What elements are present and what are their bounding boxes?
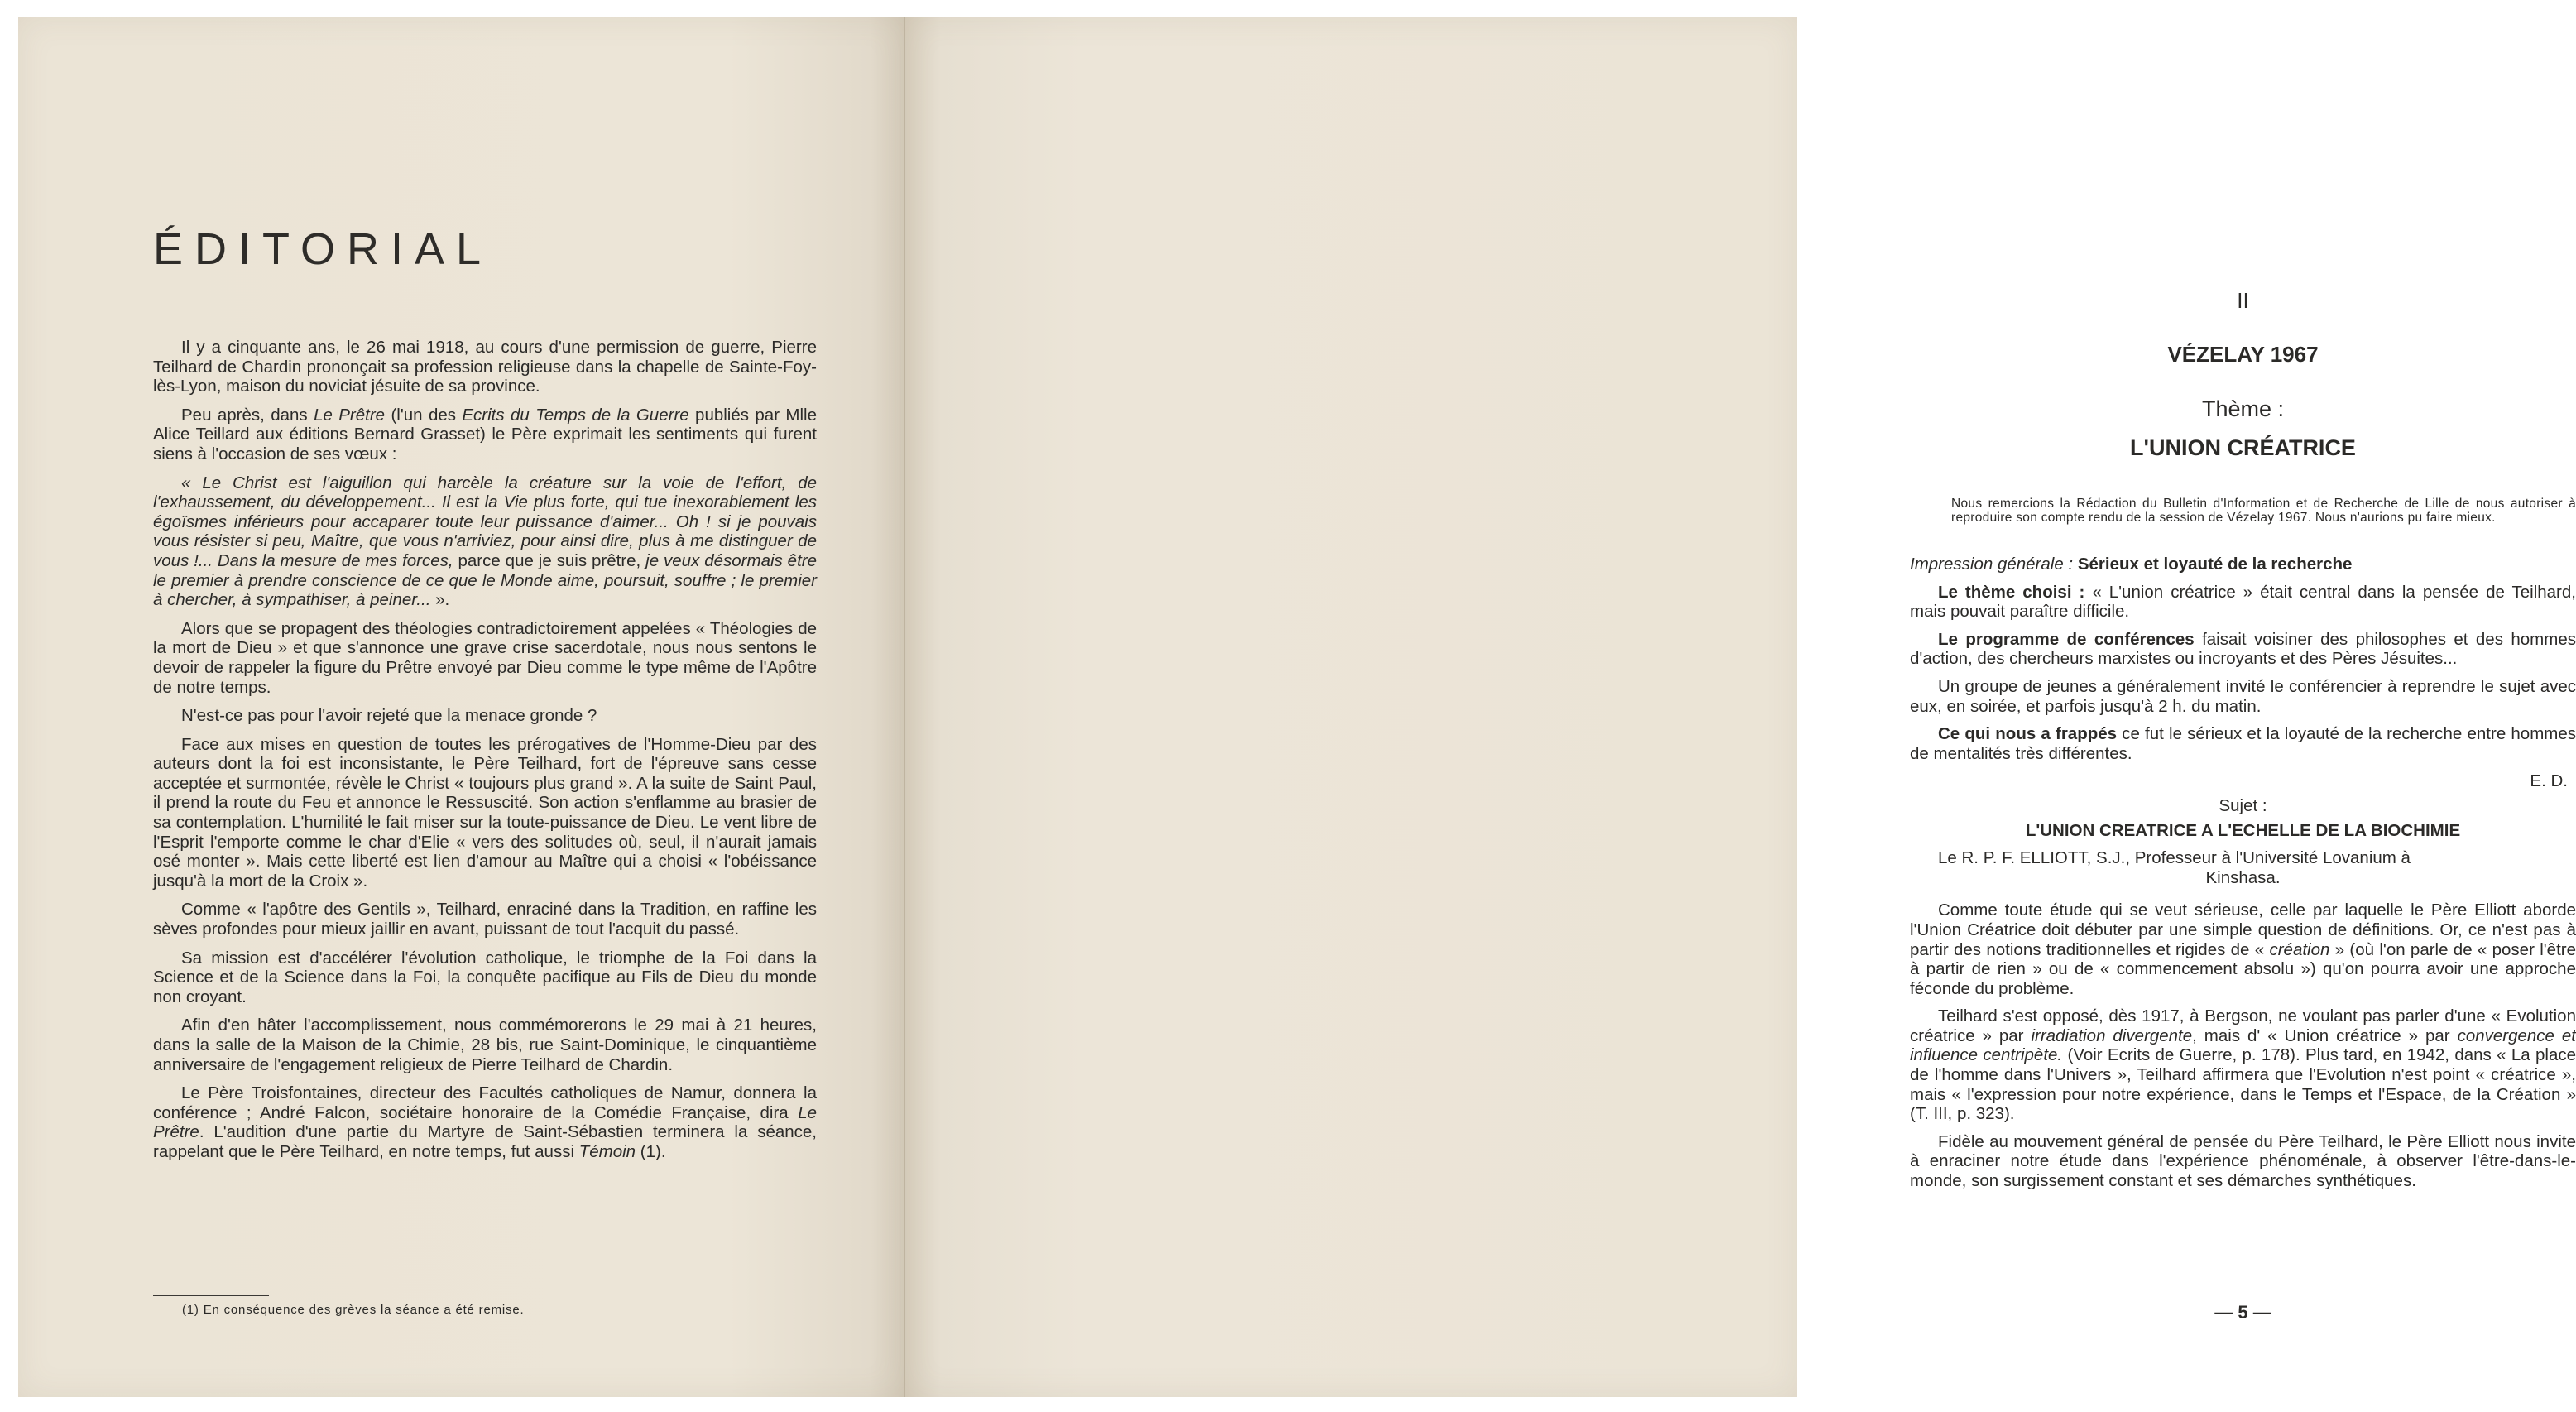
footnote: (1) En conséquence des grèves la séance a été remise.	[182, 1303, 525, 1317]
italic-text: « Le Christ est l'aiguillon qui harcèle la créature sur la voie de l'effort, de l'exhaussement, du développement... Il est la Vie plus forte, qui tue inexorablement les égoïsmes inférieurs pour accaparer toute leur puissance d'aimer... Oh ! si je pouvais vous résister si peu, Maître, que vous n'arriviez, pour ainsi dire, plus à me distinguer de vous !... Dans la mesure de mes forces,	[153, 473, 817, 570]
editorial-paragraph	[153, 706, 817, 726]
subject-label: Sujet :	[2219, 795, 2267, 815]
section-number: II	[2237, 288, 2249, 313]
text-run: Sa mission est d'accélérer l'évolution catholique, le triomphe de la Foi dans la Science et de la Science dans la Foi, la conquête pacifique au Fils de Dieu du monde non croyant.	[153, 948, 817, 1006]
text-run: publiés par Mlle Alice Teillard aux éditions Bernard Grasset) le Père exprimait les sentiments qui furent siens à l'occasion de ses vœux :	[153, 405, 817, 463]
left-page	[18, 17, 905, 1397]
text-run: Alors que se propagent des théologies contradictoirement appelées « Théologies de la mort de Dieu » et que s'annonce une grave crise sacerdotale, nous nous sentons le devoir de rappeler la figure du Prêtre envoyé par Dieu comme le type même de l'Apôtre de notre temps.	[153, 618, 817, 697]
text-run: Afin d'en hâter l'accomplissement, nous commémorerons le 29 mai à 21 heures, dans la salle de la Maison de la Chimie, 28 bis, rue Saint-Dominique, le cinquantième anniversaire de l'engagement religieux de Pierre Teilhard de Chardin.	[153, 1016, 817, 1074]
impressed-paragraph	[1910, 724, 2576, 763]
event-title: VÉZELAY 1967	[2167, 342, 2319, 367]
author-text: Le R. P. F. ELLIOTT, S.J., Professeur à l'Université Lovanium à	[1938, 848, 2411, 868]
page-title: ÉDITORIAL	[153, 224, 493, 274]
editorial-paragraph	[153, 473, 817, 610]
report-body	[1910, 555, 2576, 1199]
bergson-paragraph	[1910, 1006, 2576, 1124]
text-run: Teilhard s'est opposé, dès 1917, à Bergson, ne voulant pas parler d'une « Evolution créatrice » par	[1910, 1006, 2576, 1045]
italic-text: Ecrits du Temps de la Guerre	[462, 405, 689, 425]
program-text: faisait voisiner des philosophes et des hommes d'action, des chercheurs marxistes ou incroyants et des Pères Jésuites...	[1910, 629, 2576, 669]
theme-lead: Le thème choisi :	[1938, 582, 2085, 602]
editorial-body	[153, 338, 817, 1171]
text-run: parce que je suis prêtre,	[453, 550, 646, 570]
theme-title: L'UNION CRÉATRICE	[2130, 435, 2356, 460]
acknowledgement: Nous remercions la Rédaction du Bulletin d'Information et de Recherche de Lille de nous autoriser à reproduire son compte rendu de la session de Vézelay 1967. Nous n'aurions pu faire mieux.	[1951, 497, 2576, 525]
theme-label: Thème :	[2201, 396, 2285, 421]
text-run: Face aux mises en question de toutes les prérogatives de l'Homme-Dieu par des auteurs dont la foi est inconsistante, le Père Teilhard, fort de l'épreuve sans cesse acceptée et surmontée, révèle le Christ « toujours plus grand ». A la suite de Saint Paul, il prend la route du Feu et annonce le Ressuscité. Son action s'enflamme au brasier de sa contemplation. L'humilité le fait miser sur la toute-puissance de Dieu. Le vent libre de l'Esprit l'emporte comme le char d'Elie « vers des solitudes où, seul, il n'aurait jamais osé monter ». Mais cette liberté est lien d'amour au Maître qui a choisi « l'obéissance jusqu'à la mort de la Croix ».	[153, 734, 817, 891]
text-run: , mais d' « Union créatrice » par	[2192, 1025, 2458, 1045]
editorial-paragraph	[153, 1083, 817, 1161]
impression-value: Sérieux et loyauté de la recherche	[2077, 555, 2353, 574]
editorial-paragraph	[153, 1016, 817, 1074]
editorial-paragraph	[153, 406, 817, 464]
text-run: Comme « l'apôtre des Gentils », Teilhard, enraciné dans la Tradition, en raffine les sèves profondes pour mieux jaillir en avant, puissant de tout l'acquit du passé.	[153, 900, 817, 939]
impressed-text: ce fut le sérieux et la loyauté de la recherche entre hommes de mentalités très différentes.	[1910, 724, 2576, 763]
italic-text: je veux désormais être le premier à prendre conscience de ce que le Monde aime, poursuit, souffre ; le premier à chercher, à sympathiser, à peiner...	[153, 550, 817, 610]
booklet-spread	[18, 17, 2576, 1397]
text-run: Il y a cinquante ans, le 26 mai 1918, au cours d'une permission de guerre, Pierre Teilhard de Chardin prononçait sa profession religieuse dans la chapelle de Sainte-Foy-lès-Lyon, maison du noviciat jésuite de sa province.	[153, 338, 817, 396]
subject-title: L'UNION CREATRICE A L'ECHELLE DE LA BIOCHIMIE	[2025, 820, 2461, 840]
study-paragraph	[1910, 901, 2576, 998]
editorial-paragraph	[153, 338, 817, 396]
text-run: (Voir Ecrits de Guerre, p. 178). Plus tard, en 1942, dans « La place de l'homme dans l'Univers », Teilhard affirmera que l'Evolution n'est point « créatrice », mais « l'expression pour notre expérience, dans le Temps et l'Espace, de la Création » (T. III, p. 323).	[1910, 1045, 2576, 1124]
italic-text: Témoin	[578, 1141, 636, 1161]
italic-text: Le Prêtre	[314, 405, 386, 425]
right-page	[905, 17, 2576, 1397]
italic-text: convergence et influence centripète.	[1910, 1025, 2576, 1065]
text-run: Comme toute étude qui se veut sérieuse, celle par laquelle le Père Elliott aborde l'Union Créatrice doit débuter par une simple question de définitions. Or, ce n'est pas à partir des notions traditionnelles et rigides de «	[1910, 901, 2576, 959]
theme-paragraph	[1910, 583, 2576, 622]
editorial-paragraph	[153, 900, 817, 939]
author-line	[1910, 848, 2576, 887]
theme-text: « L'union créatrice » était central dans la pensée de Teilhard, mais pouvait paraître difficile.	[1910, 582, 2576, 622]
editorial-paragraph	[153, 735, 817, 891]
text-run: (1).	[636, 1141, 666, 1161]
group-paragraph: Un groupe de jeunes a généralement invité le conférencier à reprendre le sujet avec eux, en soirée, et parfois jusqu'à 2 h. du matin.	[1910, 676, 2576, 716]
text-run: ».	[430, 590, 450, 610]
program-paragraph	[1910, 630, 2576, 669]
text-run: N'est-ce pas pour l'avoir rejeté que la menace gronde ?	[181, 706, 597, 726]
footnote-rule	[153, 1295, 269, 1296]
signature: E. D.	[2530, 771, 2568, 791]
text-run: . L'audition d'une partie du Martyre de Saint-Sébastien terminera la séance, rappelant que le Père Teilhard, en notre temps, fut aussi	[153, 1122, 817, 1161]
editorial-paragraph	[153, 949, 817, 1007]
author-city: Kinshasa.	[2205, 867, 2281, 887]
editorial-paragraph	[153, 619, 817, 697]
text-run: Le Père Troisfontaines, directeur des Facultés catholiques de Namur, donnera la conférence ; André Falcon, sociétaire honoraire de la Comédie Française, dira	[153, 1083, 817, 1122]
text-run: (l'un des	[385, 405, 463, 425]
impression-line	[1910, 555, 2576, 574]
italic-text: création	[2269, 939, 2330, 959]
program-lead: Le programme de conférences	[1938, 629, 2195, 649]
text-run: Peu après, dans	[181, 405, 314, 425]
italic-text: irradiation divergente	[2031, 1025, 2193, 1045]
faithful-paragraph: Fidèle au mouvement général de pensée du Père Teilhard, le Père Elliott nous invite à enraciner notre étude dans l'expérience phénoménale, à observer l'être-dans-le-monde, son surgissement constant et ses démarches synthétiques.	[1910, 1131, 2576, 1191]
italic-text: Le Prêtre	[153, 1102, 817, 1142]
impressed-lead: Ce qui nous a frappés	[1938, 724, 2118, 744]
page-number: — 5 —	[2214, 1302, 2271, 1323]
impression-label: Impression générale :	[1910, 555, 2074, 574]
text-run: » (où l'on parle de « poser l'être à partir de rien » ou de « commencement absolu ») qu'on pourra avoir une approche féconde du problème.	[1910, 939, 2576, 998]
